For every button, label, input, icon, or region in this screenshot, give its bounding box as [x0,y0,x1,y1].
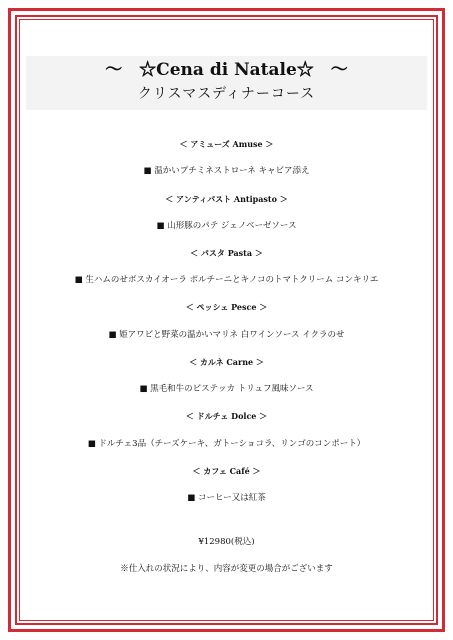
dish-pasta: ■ 生ハムのせボスカイオーラ ポルチーニとキノコのトマトクリーム コンキリエ [74,275,379,285]
section-heading-dolce: ＜ ドルチェ Dolce ＞ [185,411,268,421]
menu-header [26,56,427,110]
dish-carne: ■ 黒毛和牛のビステッカ トリュフ風味ソース [139,384,314,394]
section-heading-antipasto: ＜ アンティパスト Antipasto ＞ [165,194,288,204]
section-heading-carne: ＜ カルネ Carne ＞ [189,357,264,367]
section-heading-cafe: ＜ カフェ Café ＞ [192,466,261,476]
dish-pesce: ■ 姫アワビと野菜の温かいマリネ 白ワインソース イクラのせ [108,330,345,340]
section-heading-amuse: ＜ アミューズ Amuse ＞ [179,139,274,149]
menu-subtitle: クリスマスディナーコース [137,86,316,102]
dish-amuse: ■ 温かいプチミネストローネ キャビア添え [143,166,310,176]
menu-price: ¥12980(税込) [198,537,255,547]
dish-dolce: ■ ドルチェ3品（チーズケーキ、ガトーショコラ、リンゴのコンポート） [87,439,366,449]
menu-title: ～ ☆Cena di Natale☆ ～ [105,60,348,80]
section-heading-pasta: ＜ パスタ Pasta ＞ [190,248,263,258]
dish-cafe: ■ コーヒー又は紅茶 [187,493,266,503]
section-heading-pesce: ＜ ペッシェ Pesce ＞ [185,302,268,312]
menu-note: ※仕入れの状況により、内容が変更の場合がございます [120,564,333,574]
dish-antipasto: ■ 山形豚のパテ ジェノベーゼソース [156,221,297,231]
